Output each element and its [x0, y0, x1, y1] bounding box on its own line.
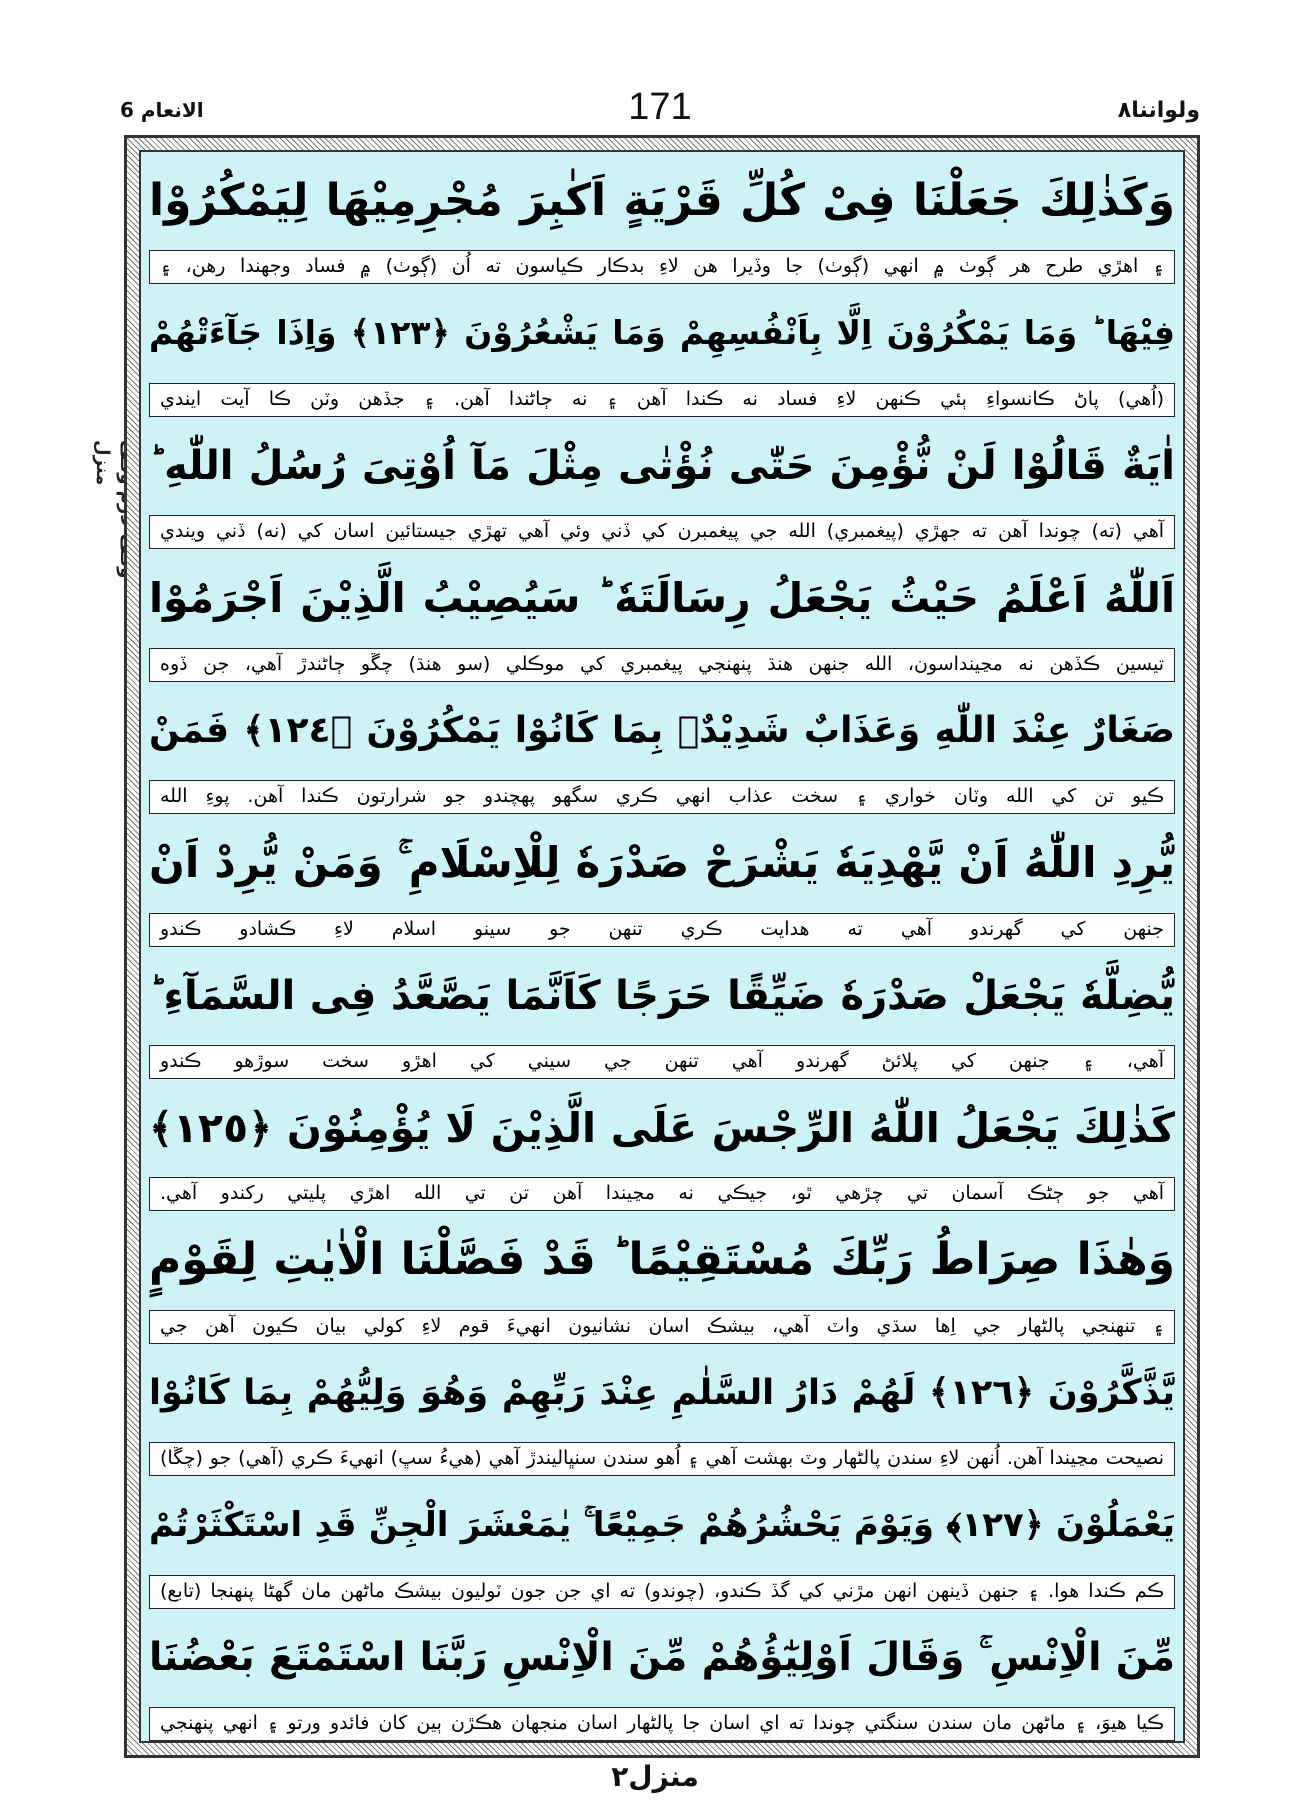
arabic-line: كَذٰلِكَ يَجْعَلُ اللّٰهُ الرِّجْسَ عَلَى الَّذِيْنَ لَا يُؤْمِنُوْنَ ﴿١٢٥﴾	[149, 1103, 1175, 1152]
arabic-line: يُّرِدِ اللّٰهُ اَنْ يَّهْدِيَهٗ يَشْرَحْ صَدْرَهٗ لِلْاِسْلَامِ ۚ وَمَنْ يُّرِدْ اَنْ	[149, 838, 1175, 888]
page-header	[120, 86, 1200, 136]
page-border	[124, 135, 1200, 1758]
translation-line: ڪم ڪندا هوا. ۽ جنهن ڏينهن انهن مڙني کي گڏ ڪندو، (چوندو) ته اي جن جون ٽوليون بيشڪ ماڻهن مان گهڻا پنهنجا (تابع)	[149, 1575, 1175, 1609]
translation-line: ڪيا هيوَ، ۽ ماڻهن مان سندن سنگتي چوندا ته اي اسان جا پالڻهار اسان منجهان هڪڙن ٻين کان فائدو ورتو ۽ انهي پنهنجي	[149, 1707, 1175, 1741]
arabic-line: يَعْمَلُوْنَ ﴿١٢٧﴾ وَيَوْمَ يَحْشُرُهُمْ جَمِيْعًا ۚ يٰمَعْشَرَ الْجِنِّ قَدِ اسْتَكْثَرْتُمْ	[149, 1505, 1175, 1546]
surah-name: الانعام 6	[120, 98, 204, 122]
translation-line: آهي، ۽ جنهن کي پلائڻ گهرندو آهي تنهن جي سيني کي اهڙو سخت سوڙهو ڪندو	[149, 1045, 1175, 1079]
translation-line: نصيحت مڃيندا آهن. اُنهن لاءِ سندن پالڻهار وٽ بهشت آهي ۽ اُهو سندن سنڀاليندڙ آهي (هيءُ سڀ) انهيءَ ڪري (آهي) جو (چڱا)	[149, 1442, 1175, 1476]
translation-line: جنهن کي گهرندو آهي ته هدايت ڪري تنهن جو سينو اسلام لاءِ ڪشادو ڪندو	[149, 913, 1175, 947]
translation-line: آهي (ته) چوندا آهن ته جهڙي (پيغمبري) الله جي پيغمبرن کي ڏني وئي آهي تهڙي جيستائين اسان کي (نه) ڏني ويندي	[149, 515, 1175, 549]
translation-line: ڪيو تن کي الله وٽان خواري ۽ سخت عذاب انهي ڪري سگهو پهچندو جو شرارتون ڪندا آهن. پوءِ الله	[149, 780, 1175, 814]
juz-name: ولواننا٨	[1117, 98, 1200, 123]
arabic-line: يُّضِلَّهٗ يَجْعَلْ صَدْرَهٗ ضَيِّقًا حَرَجًا كَاَنَّمَا يَصَّعَّدُ فِى السَّمَآءِ ؕ	[149, 972, 1175, 1019]
translation-line: (اُهي) پاڻ ڪانسواءِ ٻئي ڪنهن لاءِ فساد نه ڪندا آهن ۽ نه ڄاڻندا آهن. ۽ جڏهن وٽن ڪا آيت ايندي	[149, 383, 1175, 417]
margin-note: منزل	[92, 440, 113, 486]
arabic-line: يَّذَّكَّرُوْنَ ﴿١٢٦﴾ لَهُمْ دَارُ السَّلٰمِ عِنْدَ رَبِّهِمْ وَهُوَ وَلِيُّهُمْ بِمَا كَانُوْا	[149, 1372, 1175, 1413]
page-number: 171	[628, 86, 692, 128]
text-panel	[139, 150, 1185, 1743]
translation-line: تيسين ڪڏهن نه مڃينداسون، الله جنهن هنڌ پنهنجي پيغمبري کي موڪلي (سو هنڌ) چڱو ڄاڻندڙ آهي، جن ڏوه	[149, 648, 1175, 682]
manzil-footer: منزل٢	[611, 1760, 699, 1793]
arabic-line: اٰيَةٌ قَالُوْا لَنْ نُّؤْمِنَ حَتّٰى نُؤْتٰى مِثْلَ مَآ اُوْتِىَ رُسُلُ اللّٰهِ ؕ	[149, 442, 1175, 489]
arabic-line: وَهٰذَا صِرَاطُ رَبِّكَ مُسْتَقِيْمًا ؕ قَدْ فَصَّلْنَا الْاٰيٰتِ لِقَوْمٍ	[149, 1234, 1175, 1286]
translation-line: ۽ تنهنجي پالڻهار جي اِها سڌي واٽ آهي، بيشڪ اسان نشانيون انهيءَ قوم لاءِ کولي بيان ڪيون آهن جي	[149, 1310, 1175, 1344]
arabic-line: مِّنَ الْاِنْسِ ۚ وَقَالَ اَوْلِيٰٓؤُهُمْ مِّنَ الْاِنْسِ رَبَّنَا اسْتَمْتَعَ بَعْضُنَا	[149, 1634, 1175, 1680]
arabic-line: اَللّٰهُ اَعْلَمُ حَيْثُ يَجْعَلُ رِسَالَتَهٗ ؕ سَيُصِيْبُ الَّذِيْنَ اَجْرَمُوْا	[149, 574, 1175, 623]
arabic-line: صَغَارٌ عِنْدَ اللّٰهِ وَعَذَابٌ شَدِيْدٌۢ بِمَا كَانُوْا يَمْكُرُوْنَ ﴿١٢٤﴾ فَمَنْ	[149, 709, 1175, 751]
translation-line: آهي جو ڄڻڪ آسمان تي چڙهي ٿو، جيڪي نه مڃيندا آهن تن تي الله اهڙي پليتي رکندو آهي.	[149, 1177, 1175, 1211]
arabic-line: وَكَذٰلِكَ جَعَلْنَا فِىْ كُلِّ قَرْيَةٍ اَكٰبِرَ مُجْرِمِيْهَا لِيَمْكُرُوْا	[149, 175, 1175, 226]
translation-line: ۽ اهڙي طرح هر ڳوٺ ۾ انهي (ڳوٺ) جا وڏيرا هن لاءِ بدڪار ڪياسون ته اُن (ڳوٺ) ۾ فساد وجهندا رهن، ۽	[149, 250, 1175, 284]
arabic-line: فِيْهَا ؕ وَمَا يَمْكُرُوْنَ اِلَّا بِاَنْفُسِهِمْ وَمَا يَشْعُرُوْنَ ﴿١٢٣﴾ وَاِذَا جَآءَتْهُمْ	[149, 313, 1175, 353]
